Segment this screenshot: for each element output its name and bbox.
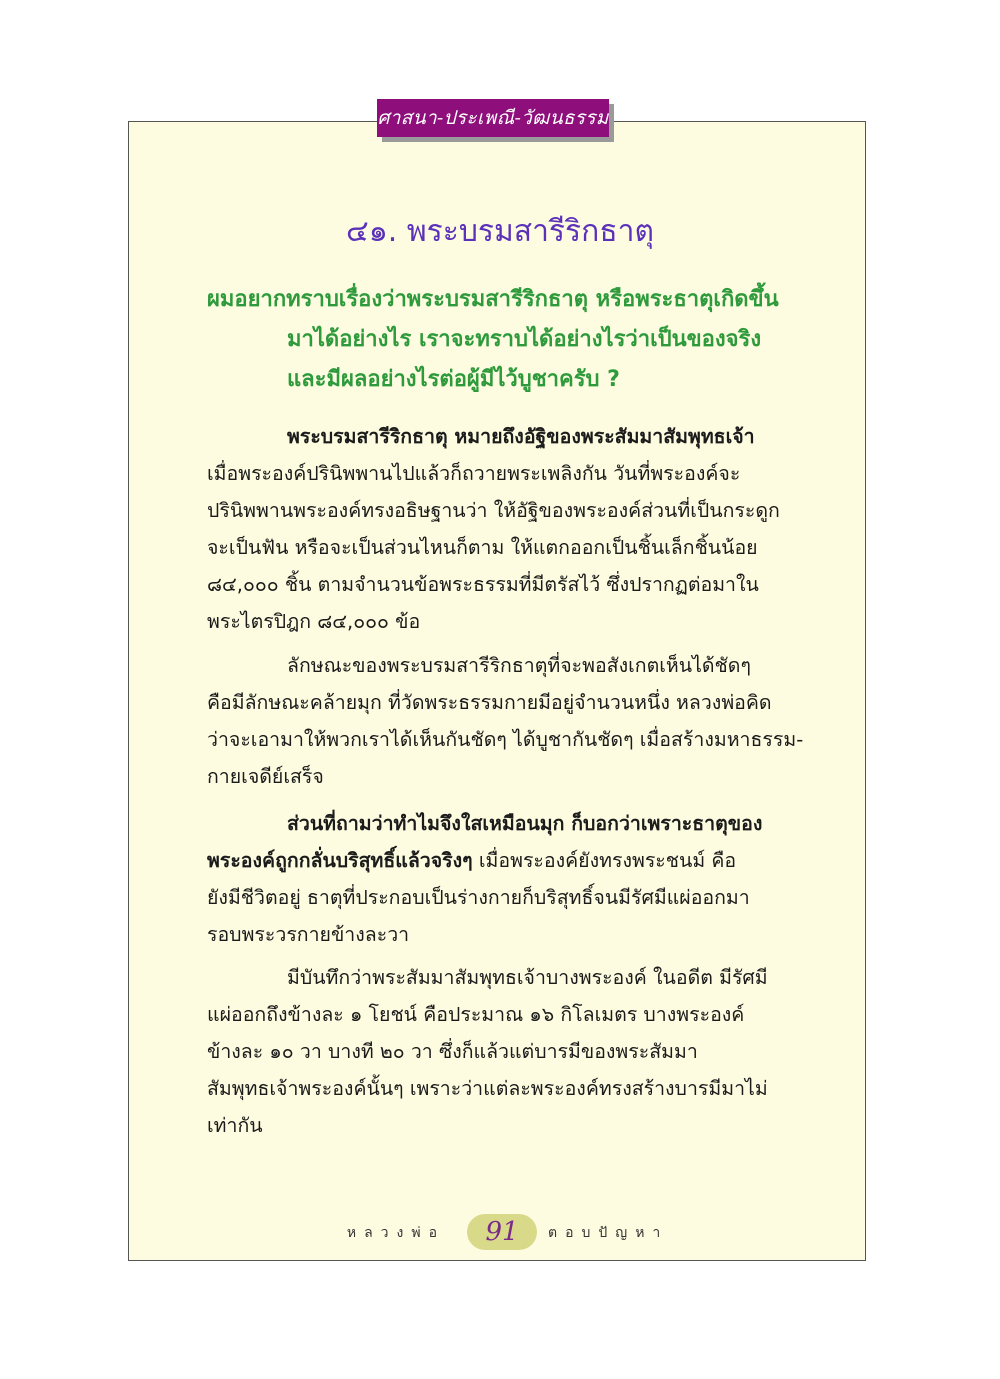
paragraph-line: กายเจดีย์เสร็จ [207,765,324,788]
paragraph-3 [207,805,792,953]
paragraph-line: ว่าจะเอามาให้พวกเราได้เห็นกันชัดๆ ได้บูชากันชัดๆ เมื่อสร้างมหาธรรม- [207,728,804,751]
question-block [207,280,792,400]
paragraph-line: ลักษณะของพระบรมสารีริกธาตุที่จะพอสังเกตเห็นได้ชัดๆ [287,654,751,677]
page-number-badge: 91 [467,1214,537,1250]
paragraph-line: คือมีลักษณะคล้ายมุก ที่วัดพระธรรมกายมีอยู่จำนวนหนึ่ง หลวงพ่อคิด [207,691,772,714]
paragraph-line: แผ่ออกถึงข้างละ ๑ โยชน์ คือประมาณ ๑๖ กิโลเมตร บางพระองค์ [207,1003,745,1026]
paragraph-1 [207,418,792,640]
paragraph-lead: พระบรมสารีริกธาตุ หมายถึงอัฐิของพระสัมมาสัมพุทธเจ้า [287,425,755,448]
paragraph-line [207,842,792,879]
paragraph-line: ปรินิพพานพระองค์ทรงอธิษฐานว่า ให้อัฐิของพระองค์ส่วนที่เป็นกระดูก [207,499,780,522]
paragraph-line: ๘๔,๐๐๐ ชิ้น ตามจำนวนข้อพระธรรมที่มีตรัสไว้ ซึ่งปรากฏต่อมาใน [207,573,759,596]
paragraph-lead: ส่วนที่ถามว่าทำไมจึงใสเหมือนมุก ก็บอกว่าเพราะธาตุของ [287,812,763,835]
footer-right-text: ตอบปัญหา [548,1225,669,1241]
question-line: ผมอยากทราบเรื่องว่าพระบรมสารีริกธาตุ หรือพระธาตุเกิดขึ้น [207,287,779,312]
bold-phrase: พระองค์ถูกกลั่นบริสุทธิ์แล้วจริงๆ [207,849,473,872]
paragraph-line: พระไตรปิฎก ๘๔,๐๐๐ ข้อ [207,610,421,633]
paragraph-line: สัมพุทธเจ้าพระองค์นั้นๆ เพราะว่าแต่ละพระองค์ทรงสร้างบารมีมาไม่ [207,1077,768,1100]
chapter-title: ๔๑. พระบรมสารีริกธาตุ [346,214,654,249]
footer-left-text: หลวงพ่อ [346,1225,445,1241]
question-line: และมีผลอย่างไรต่อผู้มีไว้บูชาครับ ? [287,367,620,392]
paragraph-line: รอบพระวรกายข้างละวา [207,923,410,946]
paragraph-line: เมื่อพระองค์ปรินิพพานไปแล้วก็ถวายพระเพลิงกัน วันที่พระองค์จะ [207,462,741,485]
paragraph-line: จะเป็นฟัน หรือจะเป็นส่วนไหนก็ตาม ให้แตกออกเป็นชิ้นเล็กชิ้นน้อย [207,536,758,559]
paragraph-4 [207,959,792,1144]
paragraph-line: ข้างละ ๑๐ วา บางที ๒๐ วา ซึ่งก็แล้วแต่บารมีของพระสัมมา [207,1040,698,1063]
page-footer [0,1214,1000,1254]
question-line: มาได้อย่างไร เราจะทราบได้อย่างไรว่าเป็นของจริง [287,327,762,352]
paragraph-line: ยังมีชีวิตอยู่ ธาตุที่ประกอบเป็นร่างกายก็บริสุทธิ์จนมีรัศมีแผ่ออกมา [207,886,750,909]
paragraph-line: เท่ากัน [207,1114,263,1137]
paragraph-line: มีบันทึกว่าพระสัมมาสัมพุทธเจ้าบางพระองค์ ในอดีต มีรัศมี [287,966,768,989]
paragraph-text: เมื่อพระองค์ยังทรงพระชนม์ คือ [472,849,737,872]
paragraph-2 [207,647,804,795]
category-tab: ศาสนา-ประเพณี-วัฒนธรรม [377,99,609,137]
